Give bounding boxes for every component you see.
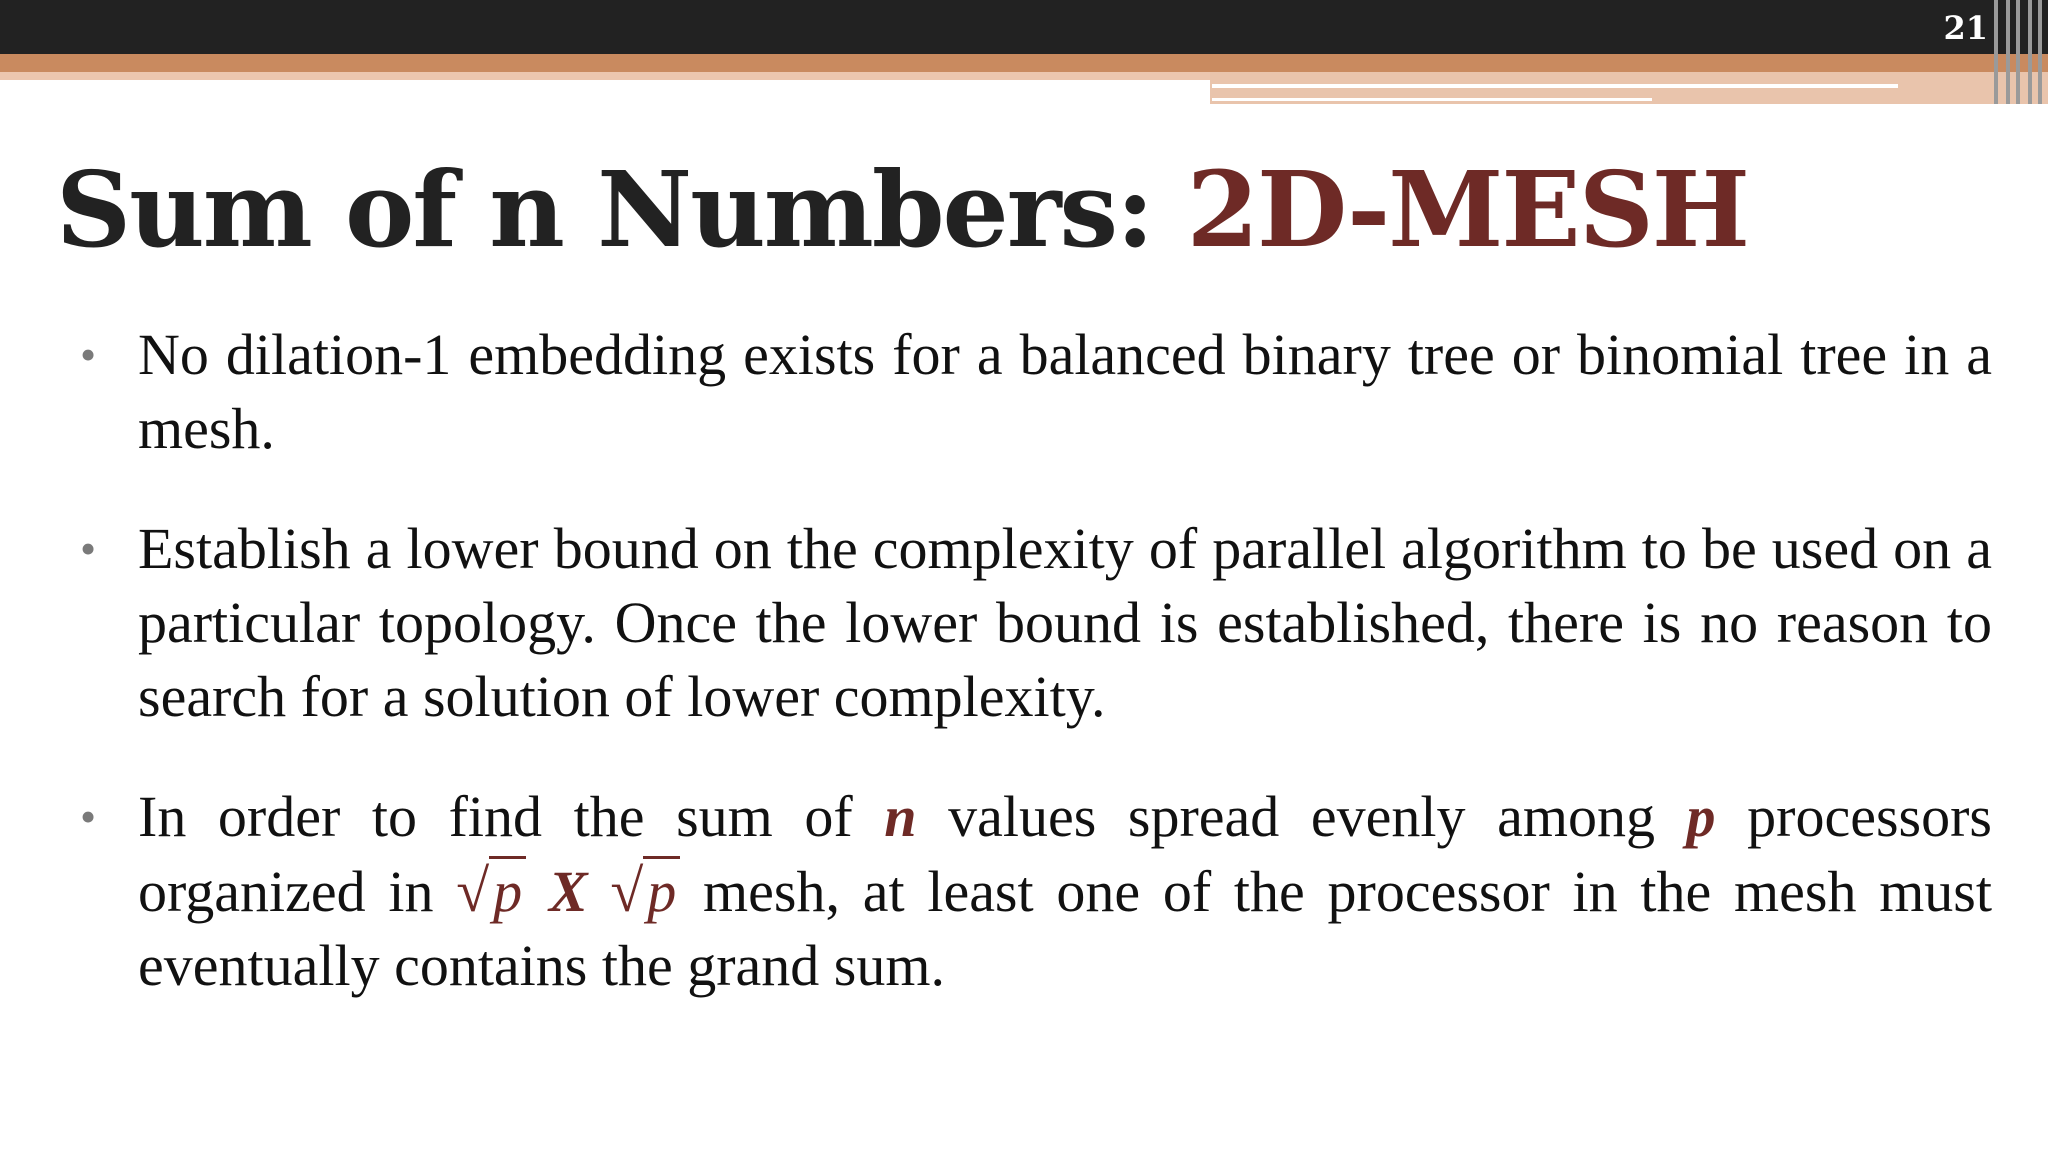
bullet-item-3	[80, 780, 1992, 1003]
variable-n: n	[884, 784, 917, 849]
header-divider-line	[1212, 84, 1898, 88]
bullet-text-1: No dilation-1 embedding exists for a balanced binary tree or binomial tree in a mesh.	[138, 322, 1992, 461]
sqrt-symbol: √	[610, 858, 644, 924]
bullet-dot-icon: •	[80, 523, 97, 574]
slide-title	[56, 140, 1748, 280]
bullet-list	[80, 318, 1992, 1049]
sqrt-p-right	[610, 854, 680, 929]
bullet-text-2: Establish a lower bound on the complexity of parallel algorithm to be used on a particular topology. Once the lower bound is established, there is no reason to search for a solution of lower complexity.	[138, 516, 1992, 729]
bullet-text-3d: mesh, at least one of the processor in the mesh must eventually contains the grand sum.	[138, 859, 1992, 998]
variable-p: p	[1686, 784, 1716, 849]
title-main: Sum of n Numbers:	[56, 148, 1187, 271]
header-divider-line-short	[1212, 98, 1652, 101]
bullet-dot-icon: •	[80, 329, 97, 380]
bullet-text-3b: values spread evenly among	[916, 784, 1687, 849]
header-light-bar	[0, 72, 1210, 80]
bullet-text-3a: In order to find the sum of	[138, 784, 885, 849]
sqrt-symbol: √	[456, 858, 490, 924]
mesh-size-formula	[456, 859, 680, 924]
sqrt-radicand: p	[643, 856, 680, 924]
header-dark-bar	[0, 0, 2048, 54]
title-accent: 2D-MESH	[1186, 148, 1749, 271]
header-stripes	[1988, 0, 2048, 104]
times-symbol: X	[548, 859, 588, 924]
bullet-dot-icon: •	[80, 791, 97, 842]
bullet-item-1	[80, 318, 1992, 466]
sqrt-radicand: p	[489, 856, 526, 924]
header-orange-bar	[0, 54, 2048, 72]
bullet-text-3c: processors organized in	[138, 784, 1992, 924]
slide-number: 21	[1943, 9, 1988, 47]
bullet-item-2	[80, 512, 1992, 734]
sqrt-p-left	[456, 854, 526, 929]
